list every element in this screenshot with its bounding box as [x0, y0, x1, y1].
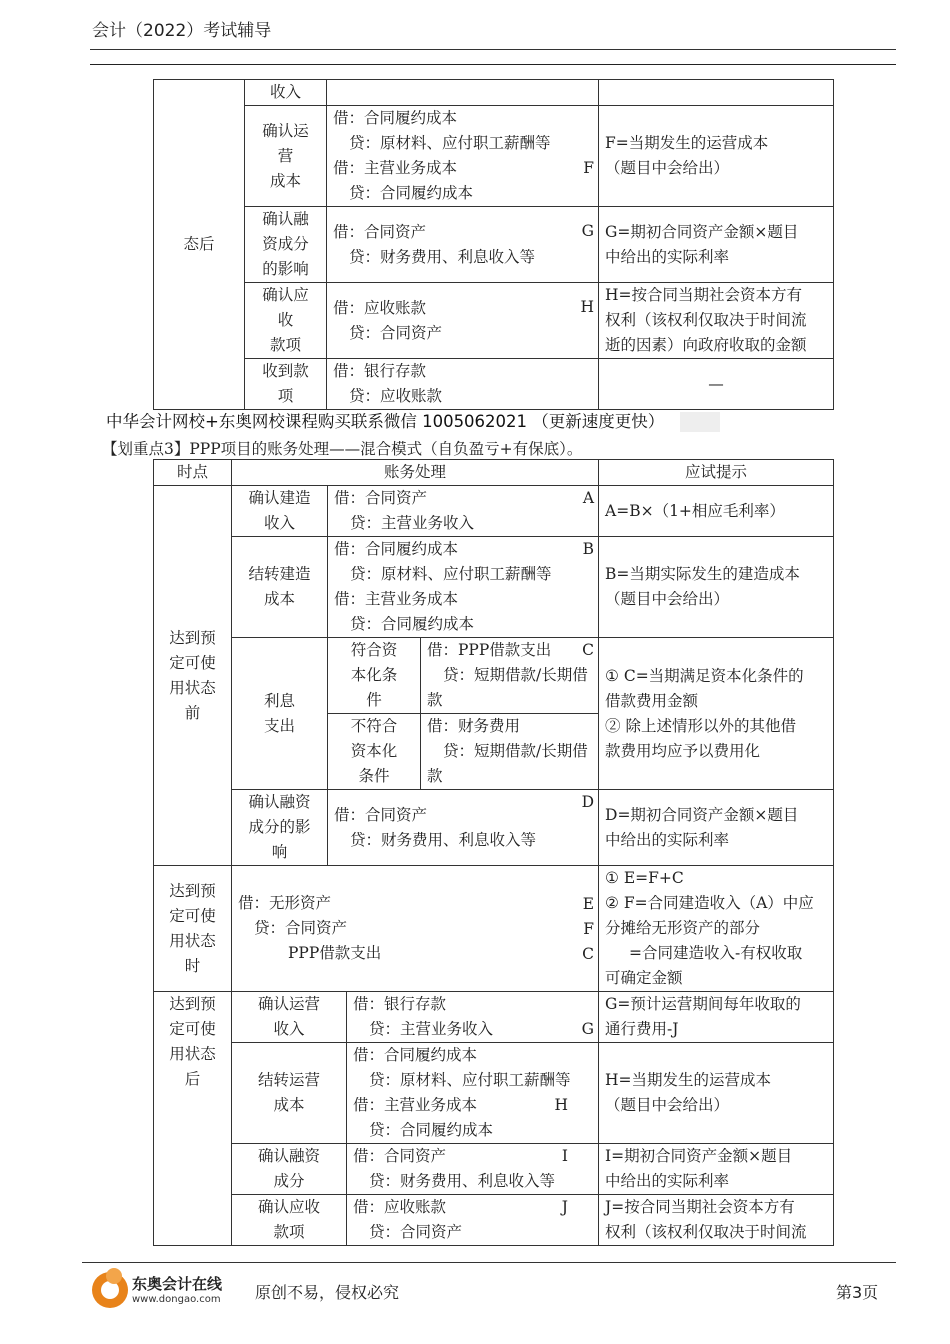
logo-dot-icon — [106, 1268, 122, 1284]
hint-cell: G=期初合同资产金额×题目 中给出的实际利率 — [599, 207, 834, 283]
entry-tag: F — [583, 920, 595, 938]
journal-entry: 借：合同资产 贷：财务费用、利息收入等 G — [327, 207, 599, 283]
hint-cell: H=当期发生的运营成本 （题目中会给出） — [599, 1043, 834, 1144]
entry-tag: H — [580, 298, 594, 316]
condition-cell: 不符合 资本化 条件 — [328, 714, 421, 790]
table-row — [154, 992, 834, 1043]
table-row — [154, 1144, 834, 1195]
entry-tag: D — [581, 793, 595, 811]
logo-name: 东奥会计在线 — [132, 1275, 223, 1293]
entry-tag: F — [583, 159, 594, 177]
phase-cell: 态后 — [154, 80, 245, 410]
table-row — [154, 359, 834, 410]
journal-entry: 借：合同资产 贷：财务费用、利息收入等 D — [328, 790, 599, 866]
dongao-logo — [92, 1272, 242, 1312]
journal-entry: 借：合同履约成本 贷：原材料、应付职工薪酬等 借：主营业务成本 贷：合同履约成本 F — [327, 106, 599, 207]
hint-cell: D=期初合同资产金额×题目 中给出的实际利率 — [599, 790, 834, 866]
journal-entry: 借：合同资产 贷：主营业务收入 A — [328, 486, 599, 537]
entry-tag: C — [582, 945, 595, 963]
header-hint: 应试提示 — [599, 460, 834, 486]
table-row — [154, 106, 834, 207]
journal-entry: 借：银行存款 贷：主营业务收入 G — [347, 992, 599, 1043]
header-title: 会计（2022）考试辅导 — [92, 21, 272, 41]
journal-entry: 借：无形资产 贷：合同资产 PPP借款支出 E F C — [232, 866, 599, 992]
table-row — [154, 1043, 834, 1144]
entry-tag: E — [582, 895, 595, 913]
header-divider-bold — [90, 64, 896, 65]
hint-cell: J=按合同当期社会资本方有 权利（该权利仅取决于时间流 — [599, 1195, 834, 1246]
journal-entry: 借：合同资产 贷：财务费用、利息收入等 I — [347, 1144, 599, 1195]
journal-entry: 借：财务费用 贷：短期借款/长期借 款 — [421, 714, 599, 790]
phase-cell: 达到预 定可使 用状态 时 — [154, 866, 232, 992]
table-row — [154, 207, 834, 283]
row-label: 确认应收 款项 — [232, 1195, 347, 1246]
hint-cell: F=当期发生的运营成本 （题目中会给出） — [599, 106, 834, 207]
row-label: 确认融 资成分 的影响 — [245, 207, 327, 283]
entry-tag: H — [554, 1096, 569, 1114]
hint-cell: H=按合同当期社会资本方有 权利（该权利仅取决于时间流 逝的因素）向政府收取的金额 — [599, 283, 834, 359]
table-ppp-continued — [153, 79, 834, 410]
table-row — [154, 486, 834, 537]
hint-cell: I=期初合同资产金额×题目 中给出的实际利率 — [599, 1144, 834, 1195]
row-label: 收入 — [245, 80, 327, 106]
entry-tag: I — [561, 1147, 569, 1165]
table-row — [154, 790, 834, 866]
entry-tag: C — [582, 641, 595, 659]
hint-cell: G=预计运营期间每年收取的 通行费用-J — [599, 992, 834, 1043]
journal-entry: 借：应收账款 贷：合同资产 J — [347, 1195, 599, 1246]
journal-entry: 借：银行存款 贷：应收账款 — [327, 359, 599, 410]
promo-banner: 中华会计网校+东奥网校课程购买联系微信 1005062021 （更新速度更快） — [106, 412, 665, 431]
row-label: 确认应 收 款项 — [245, 283, 327, 359]
row-label: 确认融资 成分的影 响 — [232, 790, 328, 866]
journal-entry: 借：合同履约成本 贷：原材料、应付职工薪酬等 借：主营业务成本 贷：合同履约成本 H — [347, 1043, 599, 1144]
row-label: 确认建造 收入 — [232, 486, 328, 537]
row-label: 利息 支出 — [232, 638, 328, 790]
hint-cell: ① E=F+C ② F=合同建造收入（A）中应 分摊给无形资产的部分 =合同建造收入-有权收取 可确定金额 — [599, 866, 834, 992]
page-number: 第3页 — [836, 1283, 879, 1302]
table-row — [154, 537, 834, 638]
entry-tag: G — [581, 1020, 595, 1038]
row-label: 结转运营 成本 — [232, 1043, 347, 1144]
header-time: 时点 — [154, 460, 232, 486]
condition-cell: 符合资 本化条 件 — [328, 638, 421, 714]
hint-cell: ① C=当期满足资本化条件的 借款费用金额 ② 除上述情形以外的其他借 款费用均应予以费用化 — [599, 638, 834, 790]
hint-cell: A=B×（1+相应毛利率） — [599, 486, 834, 537]
journal-entry: 借：PPP借款支出 贷：短期借款/长期借 款 C — [421, 638, 599, 714]
table-row — [154, 80, 834, 106]
footer-divider — [82, 1262, 896, 1263]
header-accounting: 账务处理 — [232, 460, 599, 486]
journal-entry: 借：合同履约成本 贷：原材料、应付职工薪酬等 借：主营业务成本 贷：合同履约成本 B — [328, 537, 599, 638]
phase-cell: 达到预 定可使 用状态 前 — [154, 486, 232, 866]
hint-cell: B=当期实际发生的建造成本 （题目中会给出） — [599, 537, 834, 638]
table-row — [154, 866, 834, 992]
journal-entry: 借：应收账款 贷：合同资产 H — [327, 283, 599, 359]
section-title: 【划重点3】PPP项目的账务处理——混合模式（自负盈亏+有保底）。 — [102, 440, 583, 458]
table-header-row — [154, 460, 834, 486]
table-ppp-mixed — [153, 459, 834, 1246]
entry-tag: J — [561, 1198, 569, 1216]
hint-cell: — — [599, 359, 834, 410]
row-label: 确认融资 成分 — [232, 1144, 347, 1195]
entry-tag: B — [582, 540, 595, 558]
row-label: 收到款 项 — [245, 359, 327, 410]
table-row — [154, 1195, 834, 1246]
entry-tag: G — [581, 222, 594, 240]
row-label: 确认运 营 成本 — [245, 106, 327, 207]
footer-slogan: 原创不易，侵权必究 — [255, 1283, 400, 1302]
logo-url: www.dongao.com — [132, 1294, 221, 1305]
row-label: 确认运营 收入 — [232, 992, 347, 1043]
header-divider — [90, 49, 896, 50]
table-row — [154, 638, 834, 714]
row-label: 结转建造 成本 — [232, 537, 328, 638]
banner-shade — [680, 412, 720, 432]
entry-tag: A — [582, 489, 595, 507]
phase-cell: 达到预 定可使 用状态 后 — [154, 992, 232, 1246]
table-row — [154, 283, 834, 359]
